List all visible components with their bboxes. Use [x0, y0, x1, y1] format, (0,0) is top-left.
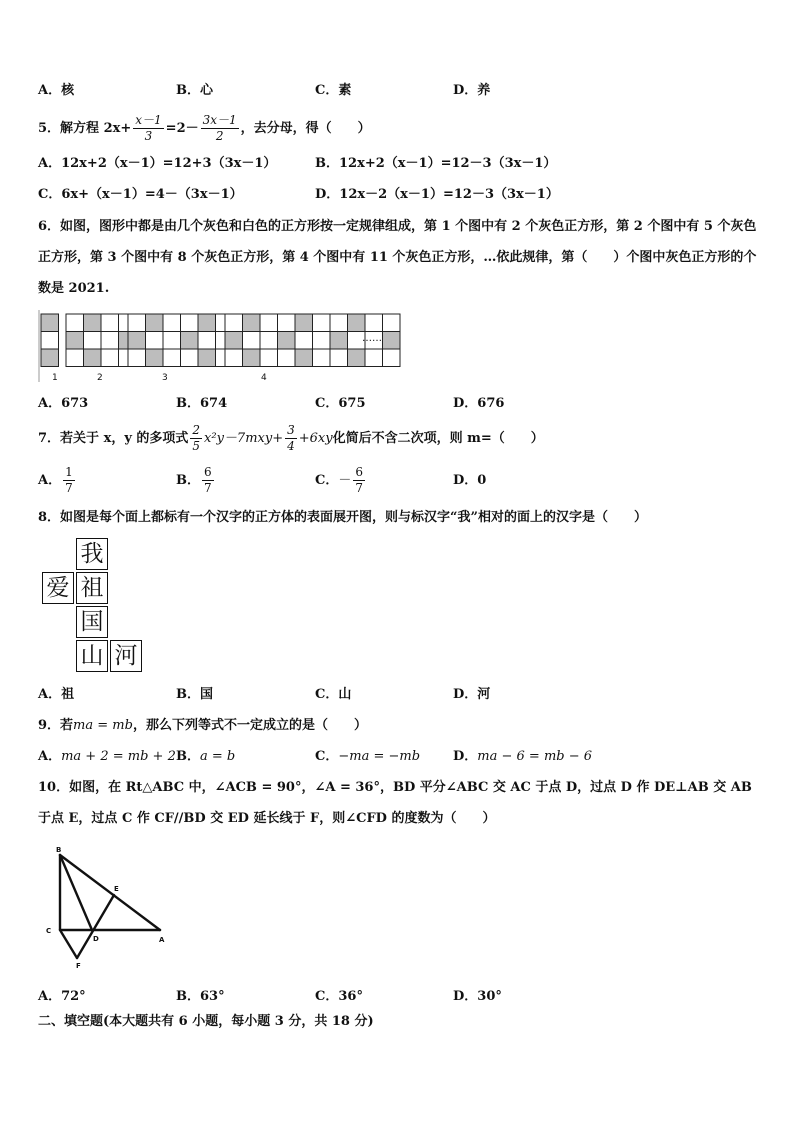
q10-option-a: A．72° [38, 989, 86, 1004]
point-f-label: F [76, 962, 81, 970]
q9-option-a-label: A． [38, 749, 62, 764]
q7-suffix: 化简后不含二次项，则 m=（ ） [332, 431, 544, 446]
q10-option-c: C．36° [315, 989, 363, 1004]
q7-frac1-den: 5 [192, 439, 201, 453]
white-square [146, 332, 164, 350]
gray-square [243, 349, 261, 367]
q10-stem-line1: 10．如图，在 Rt△ABC 中，∠ACB = 90°，∠A = 36°，BD 平分∠ABC 交 AC 于点 D，过点 D 作 DE⊥AB 交 AB [38, 780, 752, 795]
q10-stem-line2: 于点 E，过点 C 作 CF//BD 交 ED 延长线于 F，则∠CFD 的度数为（ ） [38, 811, 496, 826]
gray-square [198, 349, 216, 367]
q5-fraction-1 [133, 113, 163, 144]
q8-cube-net [42, 538, 146, 674]
gray-square [243, 314, 261, 332]
q5-prefix: 5．解方程 2x+ [38, 121, 132, 136]
q4-option-a: A．核 [38, 83, 75, 98]
segment-ef [77, 895, 114, 958]
q7-option-d: D．0 [453, 473, 487, 488]
q10-option-b: B．63° [176, 989, 225, 1004]
q6-label-2: 2 [97, 373, 103, 383]
white-square [225, 349, 243, 367]
white-square [330, 314, 348, 332]
q5-option-a: A．12x+2（x－1）=12+3（3x－1） [38, 156, 277, 171]
white-square [101, 349, 119, 367]
q8-option-a: A．祖 [38, 687, 75, 702]
white-square [84, 332, 102, 350]
q7-frac1-num: 2 [192, 423, 201, 437]
q9-prefix: 9．若 [38, 718, 74, 733]
q7-option-a [38, 463, 77, 499]
white-square [198, 332, 216, 350]
q7-option-c-den: 7 [355, 481, 364, 495]
cube-face-he: 河 [110, 640, 142, 672]
gray-square [146, 349, 164, 367]
white-square [295, 332, 313, 350]
q6-option-d: D．676 [453, 396, 505, 411]
q7-expr1: x²y－7mxy+ [204, 431, 284, 446]
point-d-label: D [93, 935, 99, 943]
q7-option-a-label: A． [38, 473, 62, 488]
q9-suffix: ，那么下列等式不一定成立的是（ ） [132, 718, 367, 733]
gray-square [128, 332, 146, 350]
white-square [278, 349, 296, 367]
q7-option-a-frac [63, 465, 75, 496]
white-square [225, 314, 243, 332]
q5-option-b: B．12x+2（x－1）=12－3（3x－1） [315, 156, 557, 171]
white-square [41, 332, 59, 350]
q9-option-b-expr: a = b [200, 749, 236, 764]
q9-stem [38, 717, 367, 735]
q6-label-4: 4 [261, 373, 267, 383]
white-square [101, 332, 119, 350]
q7-option-c-sign: － [338, 473, 352, 488]
q6-grid-2 [66, 314, 136, 367]
white-square [313, 349, 331, 367]
q9-option-a [38, 748, 176, 766]
white-square [128, 314, 146, 332]
q5-mid: =2－ [165, 121, 199, 136]
q7-expr2: +6xy [298, 431, 333, 446]
q9-option-d-expr: ma − 6 = mb − 6 [477, 749, 593, 764]
q5-option-d: D．12x－2（x－1）=12－3（3x－1） [315, 187, 559, 202]
q7-fraction-2 [285, 423, 297, 454]
white-square [243, 332, 261, 350]
q7-option-b-label: B． [176, 473, 200, 488]
q9-option-c-label: C． [315, 749, 339, 764]
white-square [66, 314, 84, 332]
q6-stem: 6．如图，图形中都是由几个灰色和白色的正方形按一定规律组成，第 1 个图中有 2 个灰色正方形，第 2 个图中有 5 个灰色正方形，第 3 个图中有 8 个灰色正方形，第 4 个图中有 11 个灰色正方形，…依此规律，第（ ）个图中灰色正方形的个数是 2021. [38, 219, 757, 296]
white-square [163, 332, 181, 350]
gray-square [348, 314, 366, 332]
q9-option-c [315, 748, 420, 766]
white-square [365, 349, 383, 367]
q5-option-c: C．6x+（x－1）=4－（3x－1） [38, 187, 243, 202]
gray-square [295, 349, 313, 367]
q5-suffix: ，去分母，得（ ） [240, 121, 371, 136]
q7-option-a-num: 1 [65, 465, 73, 479]
q7-stem [38, 421, 544, 457]
point-c-label: C [46, 927, 52, 935]
white-square [260, 332, 278, 350]
section-2-heading: 二、填空题(本大题共有 6 小题，每小题 3 分，共 18 分) [38, 1014, 374, 1029]
white-square [181, 314, 199, 332]
q10-triangle-figure [40, 845, 170, 970]
q6-option-a: A．673 [38, 396, 89, 411]
white-square [163, 314, 181, 332]
q9-option-b-label: B． [176, 749, 200, 764]
q9-option-a-expr: ma + 2 = mb + 2 [61, 749, 176, 764]
gray-square [84, 314, 102, 332]
gray-square [198, 314, 216, 332]
q5-fraction-2 [201, 113, 239, 144]
white-square [313, 314, 331, 332]
q5-stem [38, 112, 371, 146]
cube-face-ai: 爱 [42, 572, 74, 604]
white-square [181, 349, 199, 367]
white-square [365, 314, 383, 332]
white-square [260, 349, 278, 367]
q7-option-c-label: C． [315, 473, 339, 488]
q7-frac2-num: 3 [287, 423, 295, 437]
q6-dots: …… [362, 333, 382, 344]
q7-option-b-frac [202, 465, 214, 496]
white-square [330, 349, 348, 367]
q7-option-b-den: 7 [204, 481, 212, 495]
white-square [128, 349, 146, 367]
point-a-label: A [159, 936, 165, 944]
gray-square [330, 332, 348, 350]
cube-face-guo: 国 [76, 606, 108, 638]
white-square [383, 349, 401, 367]
cube-face-wo: 我 [76, 538, 108, 570]
q6-grid-1 [41, 314, 59, 367]
gray-square [146, 314, 164, 332]
q7-option-b-num: 6 [204, 465, 212, 479]
q7-option-c-num: 6 [355, 465, 364, 479]
white-square [163, 349, 181, 367]
q8-option-b: B．国 [176, 687, 213, 702]
q8-option-d: D．河 [453, 687, 491, 702]
q6-option-b: B．674 [176, 396, 228, 411]
white-square [101, 314, 119, 332]
q6-figure [36, 306, 382, 386]
gray-square [41, 314, 59, 332]
gray-square [66, 332, 84, 350]
q4-option-c: C．素 [315, 83, 352, 98]
cube-face-zu: 祖 [76, 572, 108, 604]
q8-option-c: C．山 [315, 687, 352, 702]
q6-label-3: 3 [162, 373, 168, 383]
q7-option-b [176, 463, 216, 499]
q9-option-b [176, 748, 235, 766]
point-b-label: B [56, 846, 62, 854]
q7-option-c-frac [353, 465, 365, 496]
q4-option-b: B．心 [176, 83, 213, 98]
segment-cf [60, 930, 77, 958]
gray-square [278, 332, 296, 350]
gray-square [295, 314, 313, 332]
q5-frac1-den: 3 [144, 129, 153, 143]
gray-square [225, 332, 243, 350]
q7-option-c [315, 463, 367, 499]
gray-square [181, 332, 199, 350]
white-square [278, 314, 296, 332]
q6-option-c: C．675 [315, 396, 366, 411]
point-e-label: E [114, 885, 119, 893]
white-square [66, 349, 84, 367]
q5-frac1-num: x－1 [135, 113, 162, 127]
cube-face-shan: 山 [76, 640, 108, 672]
q9-expr: ma = mb [73, 718, 133, 733]
white-square [260, 314, 278, 332]
q9-option-d [453, 748, 592, 766]
white-square [313, 332, 331, 350]
q4-option-d: D．养 [453, 83, 491, 98]
q7-fraction-1 [190, 423, 202, 454]
white-square [383, 314, 401, 332]
q10-option-d: D．30° [453, 989, 502, 1004]
q8-stem: 8．如图是每个面上都标有一个汉字的正方体的表面展开图，则与标汉字“我”相对的面上的汉字是（ ） [38, 510, 648, 525]
gray-square [84, 349, 102, 367]
gray-square [41, 349, 59, 367]
gray-square [383, 332, 401, 350]
gray-square [348, 349, 366, 367]
q7-prefix: 7．若关于 x，y 的多项式 [38, 431, 189, 446]
q7-option-a-den: 7 [65, 481, 73, 495]
q5-frac2-den: 2 [215, 129, 224, 143]
q7-frac2-den: 4 [287, 439, 295, 453]
q9-option-c-expr: −ma = −mb [338, 749, 421, 764]
q9-option-d-label: D． [453, 749, 478, 764]
q5-frac2-num: 3x－1 [202, 113, 237, 127]
q6-label-1: 1 [52, 373, 58, 383]
